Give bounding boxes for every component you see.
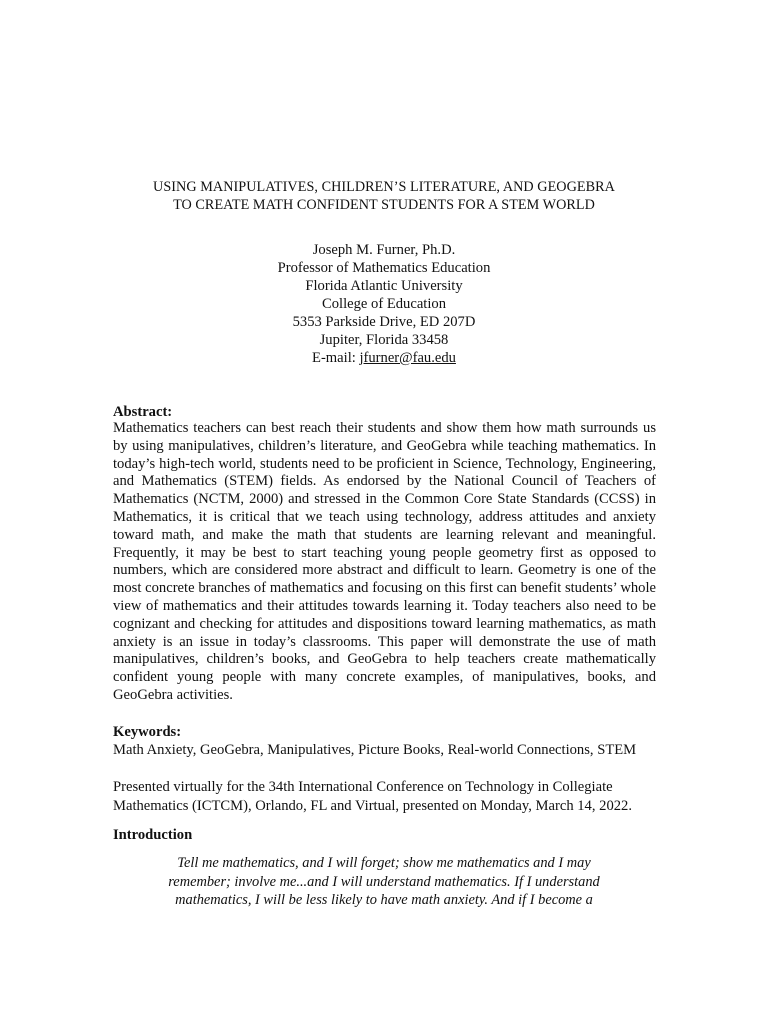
author-position: Professor of Mathematics Education bbox=[277, 260, 491, 276]
quote-line-2: remember; involve me...and I will understand mathematics. If I understand bbox=[168, 873, 600, 890]
quote-line-1: Tell me mathematics, and I will forget; show me mathematics and I may bbox=[177, 855, 591, 871]
title-line-1: USING MANIPULATIVES, CHILDREN’S LITERATURE, AND GEOGEBRA bbox=[153, 179, 615, 195]
quote-line-3: mathematics, I will be less likely to have math anxiety. And if I become a bbox=[175, 892, 593, 909]
introduction-quote bbox=[160, 854, 608, 910]
author-university: Florida Atlantic University bbox=[305, 278, 463, 294]
abstract-heading: Abstract: bbox=[113, 404, 173, 420]
author-college: College of Education bbox=[321, 296, 446, 312]
author-address: 5353 Parkside Drive, ED 207D bbox=[292, 314, 476, 330]
author-city: Jupiter, Florida 33458 bbox=[319, 332, 449, 348]
keywords-text: Math Anxiety, GeoGebra, Manipulatives, Picture Books, Real-world Connections, STEM bbox=[113, 742, 637, 758]
author-email-line bbox=[0, 349, 768, 367]
author-name: Joseph M. Furner, Ph.D. bbox=[312, 242, 456, 258]
email-label: E-mail: bbox=[312, 350, 360, 366]
keywords-heading: Keywords: bbox=[113, 724, 182, 740]
title-line-2: TO CREATE MATH CONFIDENT STUDENTS FOR A STEM WORLD bbox=[173, 197, 595, 213]
abstract-text: Mathematics teachers can best reach their students and show them how math surrounds us by using manipulatives, children’s literature, and GeoGebra while teaching mathematics. In today’s high-tech world, students need to be proficient in Science, Technology, Engineering, and Mathematics (STEM) fields. As endorsed by the National Council of Teachers of Mathematics (NCTM, 2000) and stressed in the Common Core State Standards (CCSS) in Mathematics, it is critical that we teach using technology, address attitudes and anxiety toward math, and make the math that students are learning relevant and meaningful. Frequently, it may be best to start teaching young people geometry first as opposed to numbers, which are considered more abstract and difficult to learn. Geometry is one of the most concrete branches of mathematics and focusing on this first can benefit students’ whole view of mathematics and their attitudes towards learning it. Today teachers also need to be cognizant and checking for attitudes and dispositions toward learning mathematics, as math anxiety is an issue in today’s classrooms. This paper will demonstrate the use of math manipulatives, children’s books, and GeoGebra to help teachers create mathematically confident young people with many concrete examples, of manipulatives, books, and GeoGebra activities. bbox=[113, 420, 656, 703]
presentation-note: Presented virtually for the 34th International Conference on Technology in Collegiate Mathematics (ICTCM), Orlando, FL and Virtual, presented on Monday, March 14, 2022. bbox=[113, 779, 632, 814]
paper-title bbox=[0, 178, 768, 214]
author-block bbox=[0, 241, 768, 367]
email-link[interactable]: jfurner@fau.edu bbox=[359, 350, 456, 366]
introduction-heading: Introduction bbox=[113, 827, 193, 843]
